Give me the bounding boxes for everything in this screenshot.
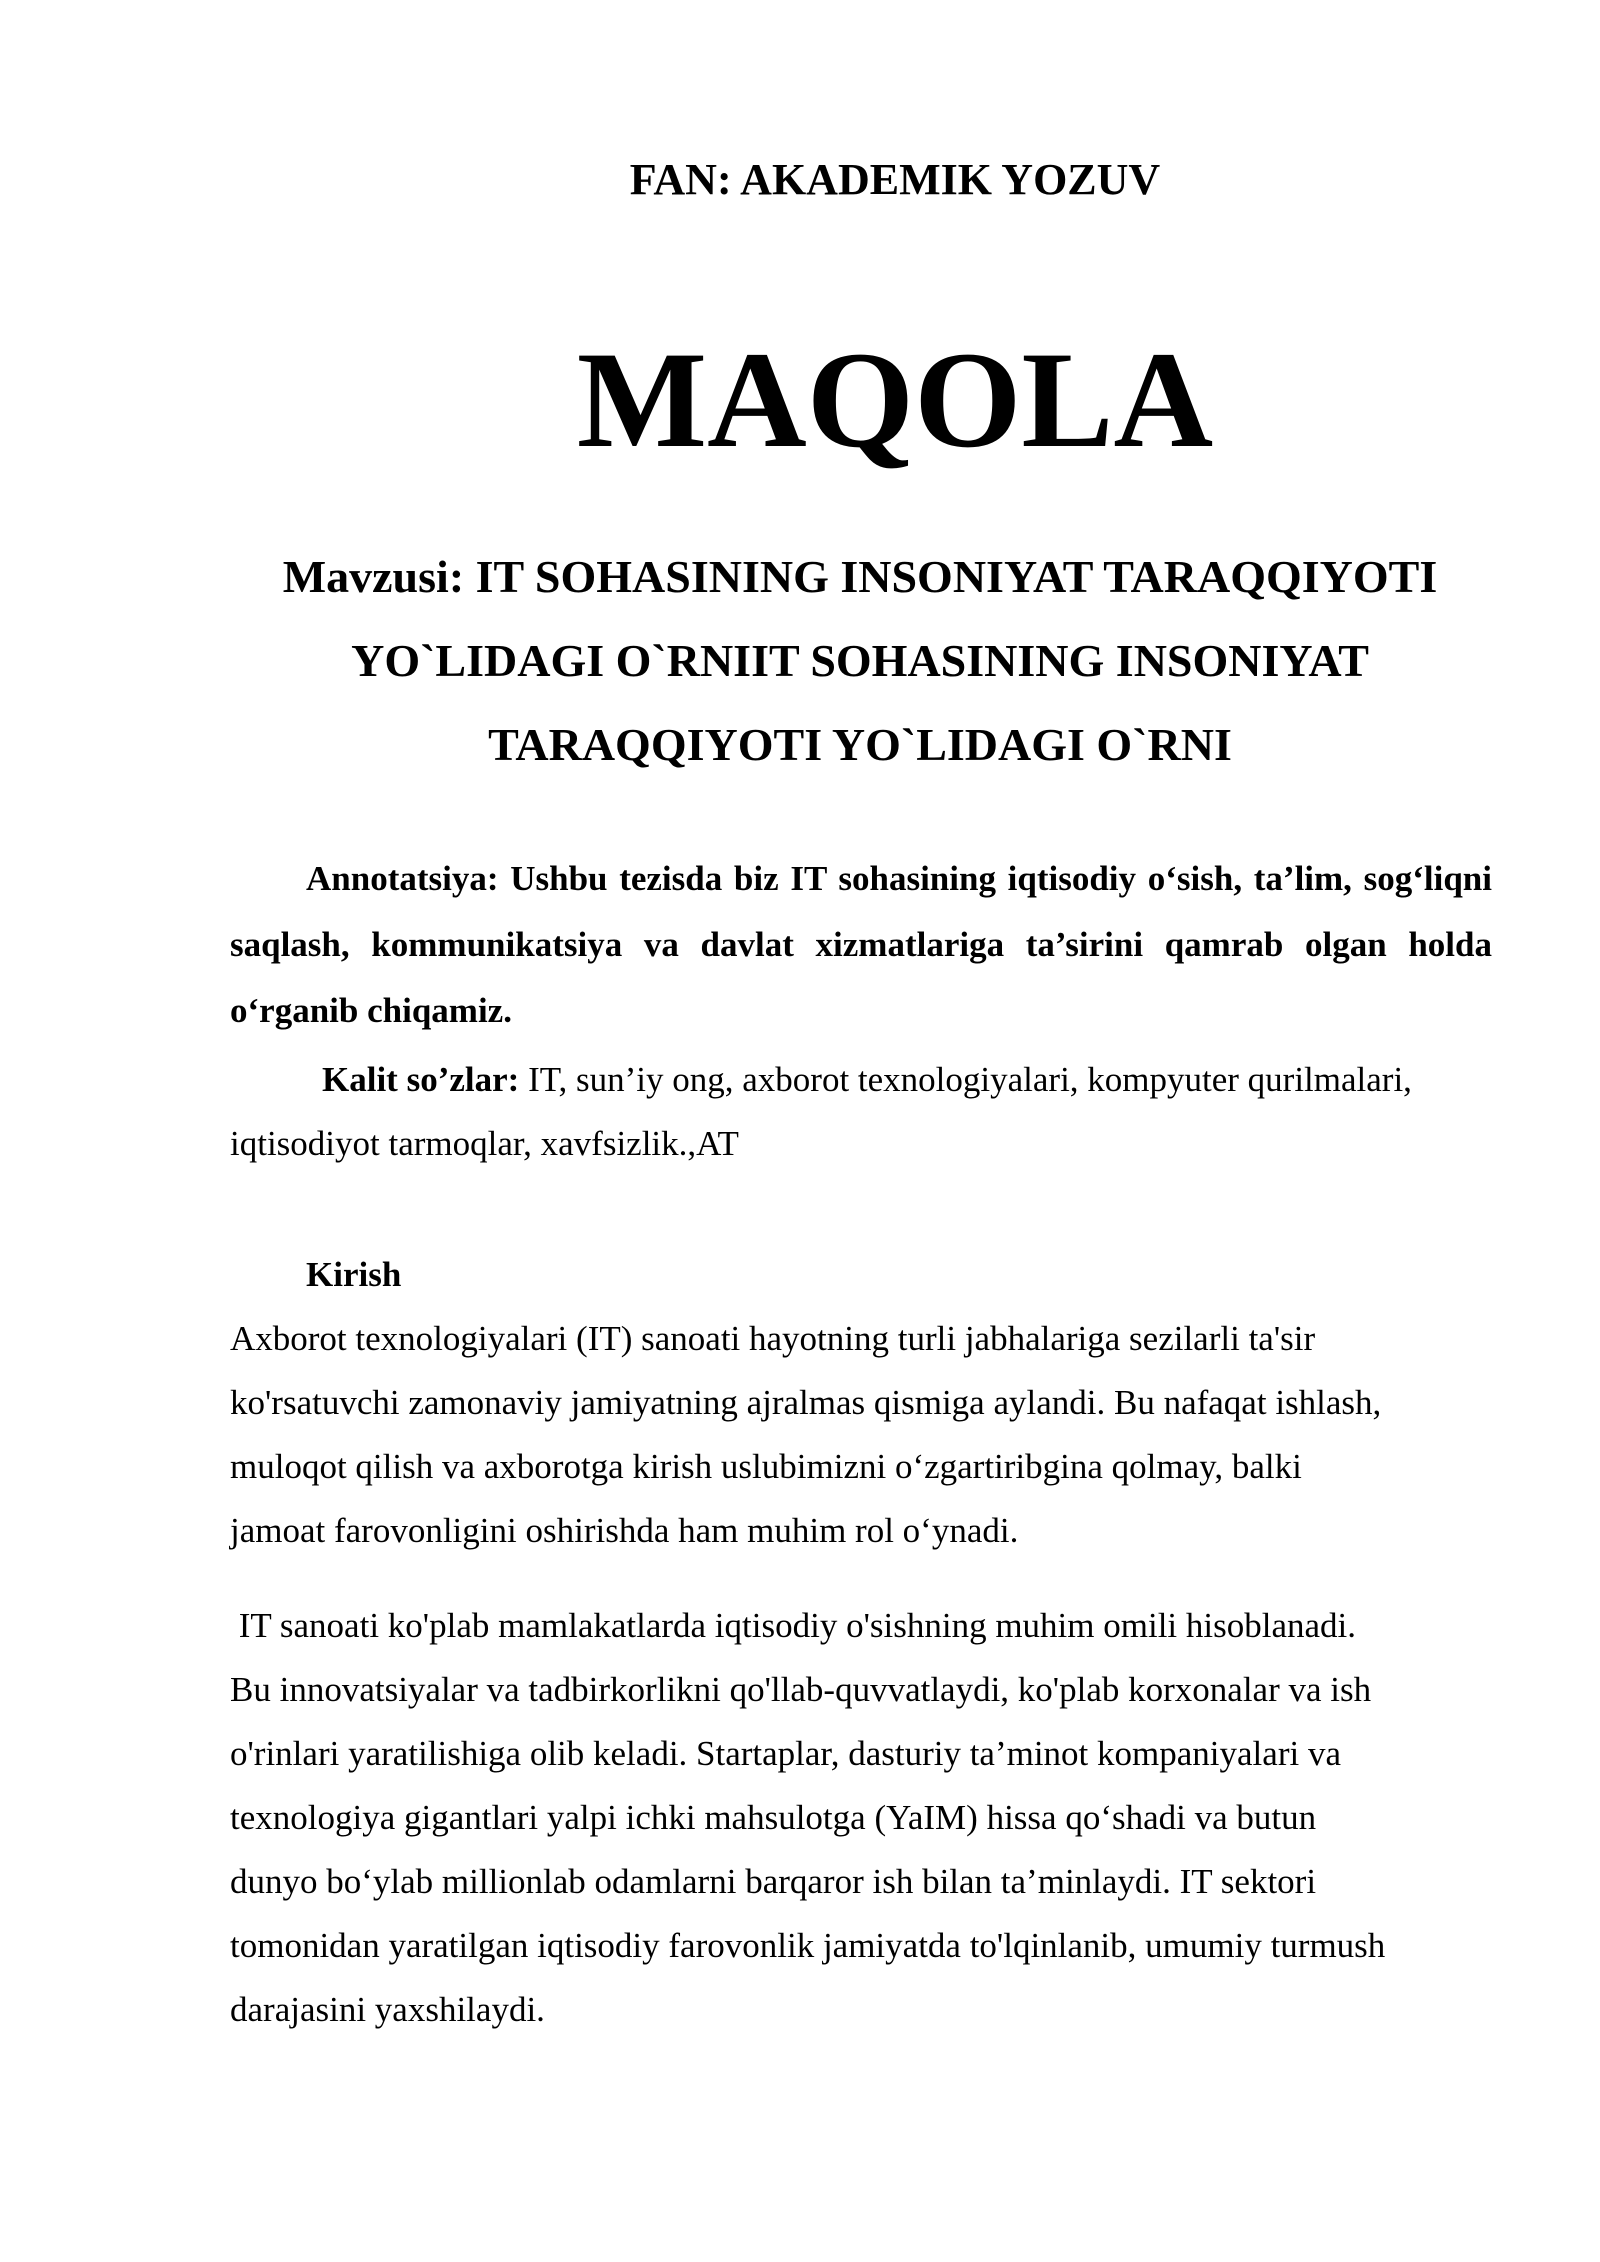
subject-heading: FAN: AKADEMIK YOZUV: [629, 155, 1161, 204]
paragraph-line: muloqot qilish va axborotga kirish uslubimizni o‘zgartiribgina qolmay, balki: [230, 1447, 1302, 1486]
paragraph-line: o'rinlari yaratilishiga olib keladi. Startaplar, dasturiy ta’minot kompaniyalari va: [230, 1734, 1341, 1773]
annotation-paragraph: Annotatsiya: Ushbu tezisda biz IT sohasining iqtisodiy o‘sish, ta’lim, sog‘liqni saqlash, kommunikatsiya va davlat xizmatlariga ta’sirini qamrab olgan holda o‘rganib chiqamiz.: [230, 859, 1492, 1030]
paragraph-line: tomonidan yaratilgan iqtisodiy farovonlik jamiyatda to'lqinlanib, umumiy turmush: [230, 1926, 1386, 1965]
topic-heading: [230, 535, 1490, 787]
topic-line: YO`LIDAGI O`RNIIT SOHASINING INSONIYAT: [351, 635, 1369, 686]
paragraph-line: IT sanoati ko'plab mamlakatlarda iqtisodiy o'sishning muhim omili hisoblanadi.: [230, 1606, 1356, 1645]
topic-line: Mavzusi: IT SOHASINING INSONIYAT TARAQQIYOTI: [282, 551, 1438, 602]
body-paragraph: [230, 1594, 1492, 2042]
keywords-label: Kalit so’zlar:: [322, 1060, 520, 1099]
topic-line: TARAQQIYOTI YO`LIDAGI O`RNI: [488, 719, 1232, 770]
paragraph-line: jamoat farovonligini oshirishda ham muhim rol o‘ynadi.: [230, 1511, 1019, 1550]
paragraph-line: Bu innovatsiyalar va tadbirkorlikni qo'llab-quvvatlaydi, ko'plab korxonalar va ish: [230, 1670, 1372, 1709]
keywords-text: IT, sun’iy ong, axborot texnologiyalari, kompyuter qurilmalari, iqtisodiyot tarmoqlar, xavfsizlik.,AT: [230, 1060, 1412, 1163]
paragraph-line: texnologiya gigantlari yalpi ichki mahsulotga (YaIM) hissa qo‘shadi va butun: [230, 1798, 1317, 1837]
body-paragraph: [230, 1307, 1492, 1563]
paragraph-line: dunyo bo‘ylab millionlab odamlarni barqaror ish bilan ta’minlaydi. IT sektori: [230, 1862, 1317, 1901]
paragraph-line: darajasini yaxshilaydi.: [230, 1990, 545, 2029]
keywords-paragraph: [230, 1048, 1492, 1176]
paragraph-line: Axborot texnologiyalari (IT) sanoati hayotning turli jabhalariga sezilarli ta'sir: [230, 1319, 1316, 1358]
paragraph-line: ko'rsatuvchi zamonaviy jamiyatning ajralmas qismiga aylandi. Bu nafaqat ishlash,: [230, 1383, 1382, 1422]
section-heading-kirish: Kirish: [306, 1255, 402, 1294]
document-type-title: MAQOLA: [576, 323, 1214, 476]
